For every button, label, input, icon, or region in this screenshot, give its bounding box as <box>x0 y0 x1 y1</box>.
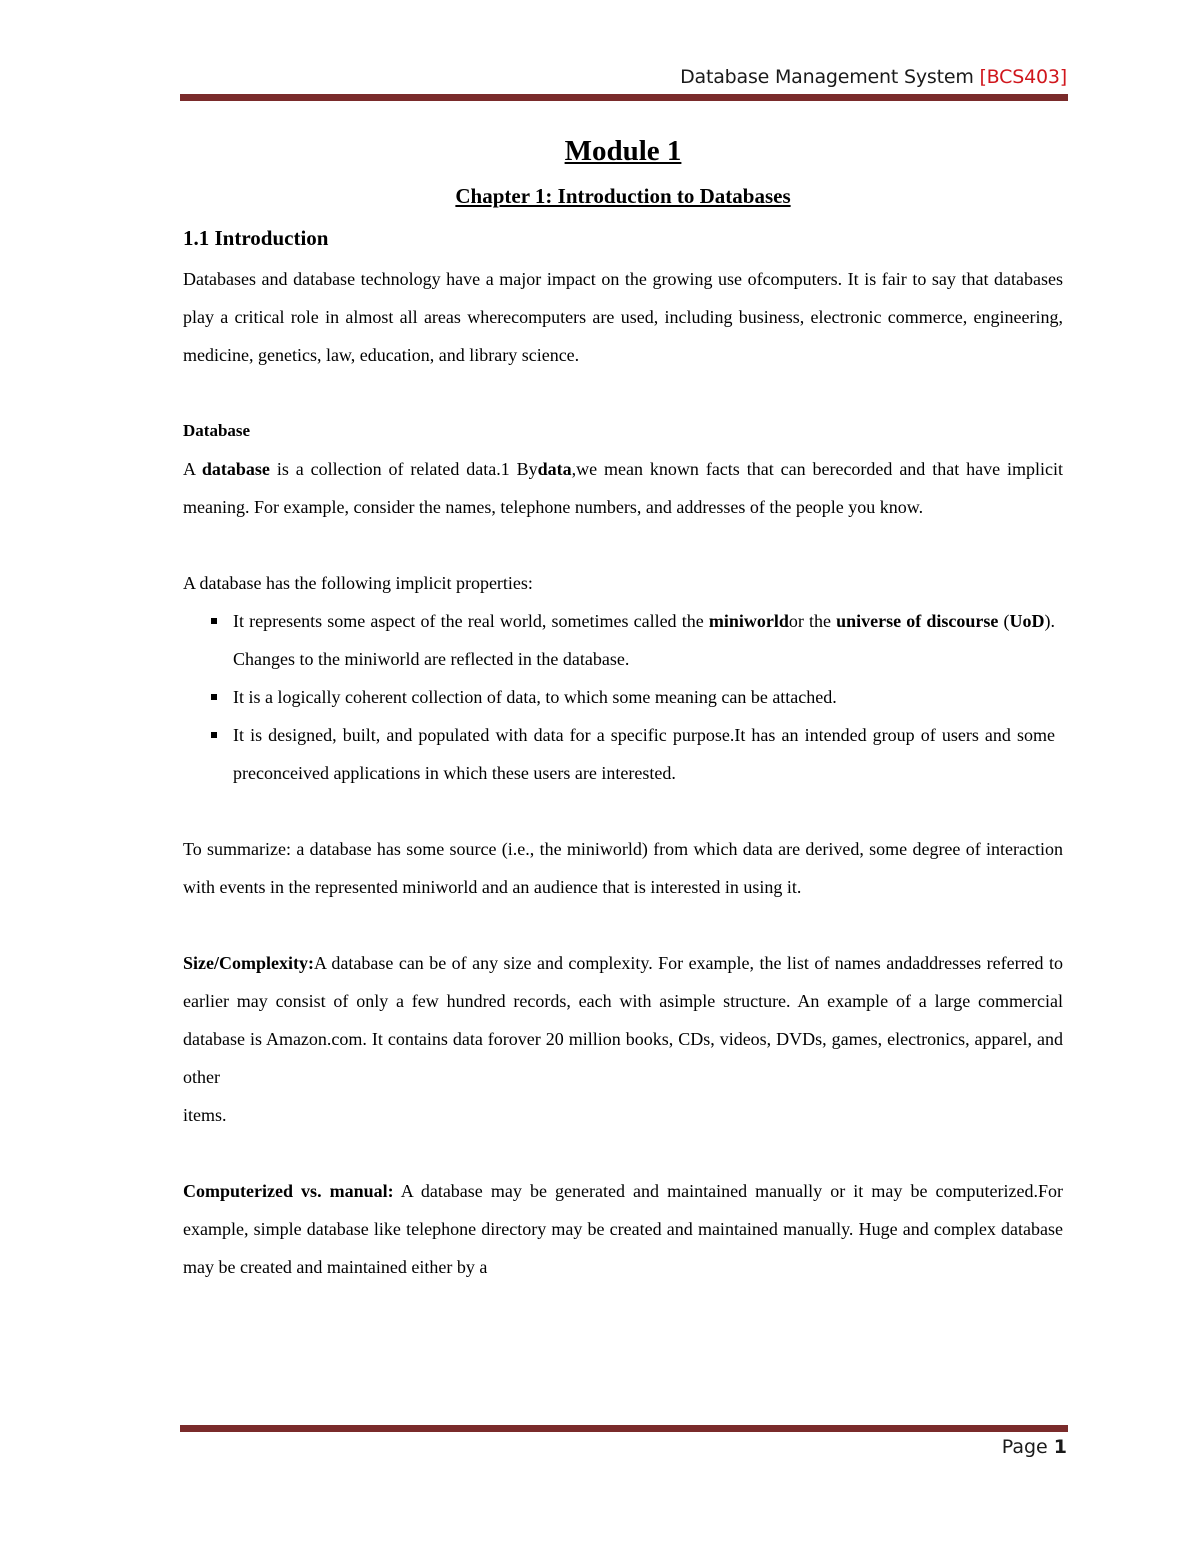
database-heading: Database <box>183 421 251 440</box>
term-database: database <box>201 459 270 479</box>
page-footer <box>1002 1436 1067 1458</box>
square-bullet-icon <box>211 732 217 738</box>
intro-paragraph: Databases and database technology have a major impact on the growing use ofcomputers. It is fair to say that databases play a critical role in almost all areas wherecomputers are used, including business, electronic commerce, engineering, medicine, genetics, law, education, and library science. <box>183 269 1063 365</box>
header-course-title: Database Management System <box>680 66 980 88</box>
section-title: 1.1 Introduction <box>183 226 329 250</box>
page-header <box>680 66 1067 88</box>
properties-list <box>183 602 1063 792</box>
footer-page-label: Page <box>1001 1436 1054 1458</box>
footer-page-number: 1 <box>1053 1436 1067 1458</box>
size-complexity-label: Size/Complexity: <box>183 953 314 973</box>
list-item: It is a logically coherent collection of data, to which some meaning can be attached. <box>183 678 1055 716</box>
list-item: It represents some aspect of the real world, sometimes called the miniworldor the universe of discourse (UoD). Changes to the miniworld are reflected in the database. <box>183 602 1055 678</box>
properties-intro: A database has the following implicit properties: <box>183 573 533 593</box>
spacer <box>183 906 1063 944</box>
square-bullet-icon <box>211 694 217 700</box>
list-item: It is designed, built, and populated with data for a specific purpose.It has an intended group of users and some preconceived applications in which these users are interested. <box>183 716 1055 792</box>
computerized-label: Computerized vs. manual: <box>183 1181 394 1201</box>
spacer <box>183 526 1063 564</box>
size-complexity-end: items. <box>183 1105 227 1125</box>
term-data: data <box>537 459 572 479</box>
summary-paragraph: To summarize: a database has some source (i.e., the miniworld) from which data are derived, some degree of interaction with events in the represented miniworld and an audience that is interested in using it. <box>183 839 1063 897</box>
spacer <box>183 374 1063 412</box>
chapter-title: Chapter 1: Introduction to Databases <box>455 184 791 208</box>
page-content <box>183 128 1063 1286</box>
module-title: Module 1 <box>564 135 682 167</box>
computerized-paragraph: Computerized vs. manual: A database may be generated and maintained manually or it may be computerized.For example, simple database like telephone directory may be created and maintained manually. Huge and complex database may be created and maintained either by a <box>183 1181 1063 1277</box>
spacer <box>183 792 1063 830</box>
database-definition: A database is a collection of related data.1 Bydata,we mean known facts that can berecorded and that have implicit meaning. For example, consider the names, telephone numbers, and addresses of the people you know. <box>183 459 1063 517</box>
footer-rule <box>180 1425 1068 1432</box>
header-course-code: [BCS403] <box>979 66 1067 88</box>
size-complexity-paragraph: Size/Complexity:A database can be of any size and complexity. For example, the list of names andaddresses referred to earlier may consist of only a few hundred records, each with asimple structure. An example of a large commercial database is Amazon.com. It contains data forover 20 million books, CDs, videos, DVDs, games, electronics, apparel, and other <box>183 953 1063 1087</box>
square-bullet-icon <box>211 618 217 624</box>
spacer <box>183 1134 1063 1172</box>
header-rule <box>180 94 1068 101</box>
